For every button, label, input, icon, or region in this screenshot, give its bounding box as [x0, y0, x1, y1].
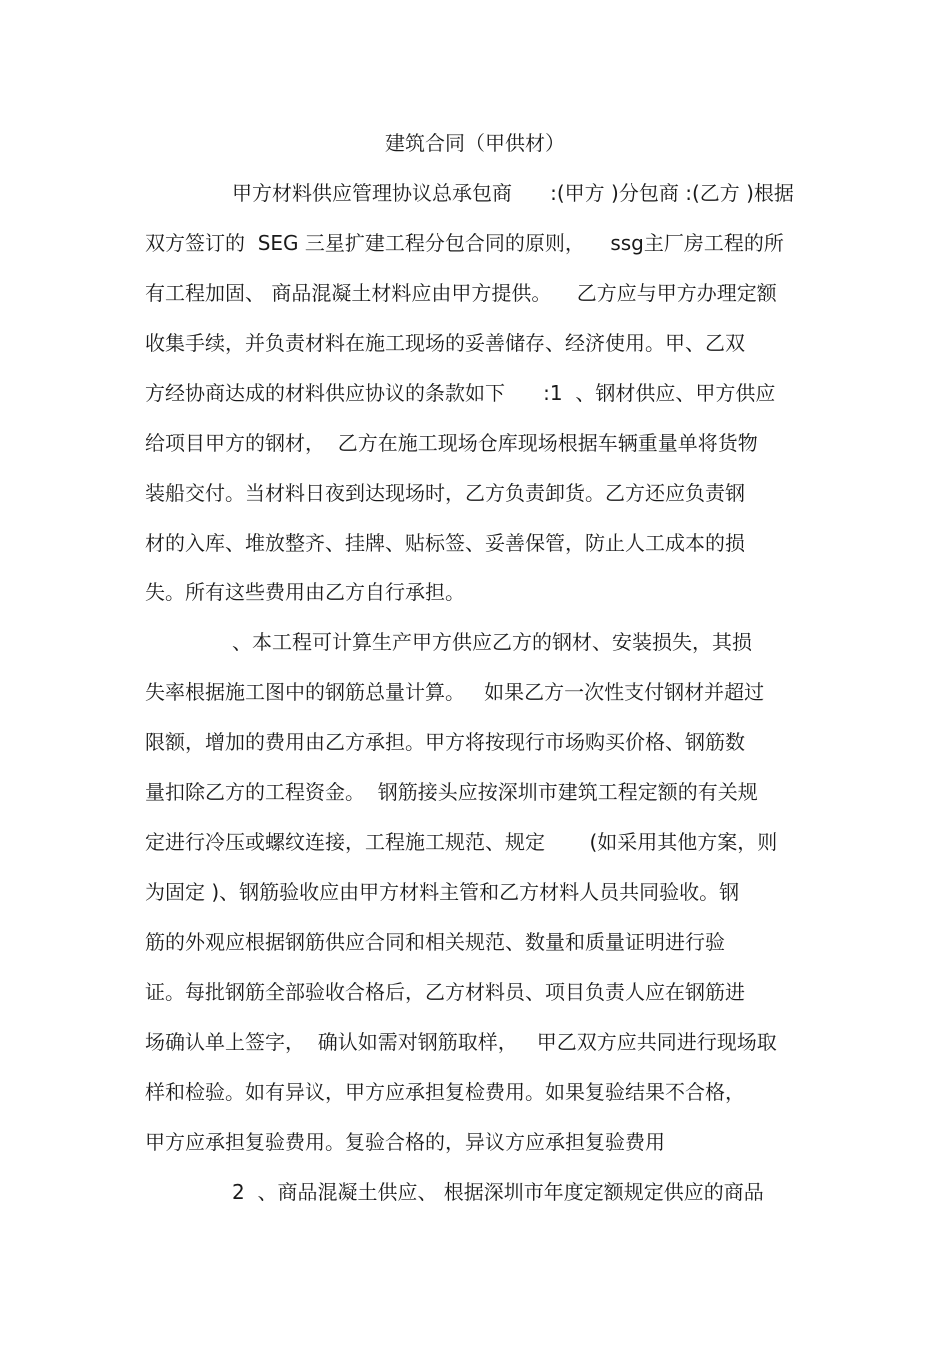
document-title: 建筑合同（甲供材）	[385, 131, 565, 155]
paragraph-line: 定进行冷压或螺纹连接，工程施工规范、规定 (如采用其他方案，则	[145, 830, 778, 854]
paragraph-line: 方经协商达成的材料供应协议的条款如下 :1 、钢材供应、甲方供应	[145, 381, 776, 405]
paragraph-line: 有工程加固、 商品混凝土材料应由甲方提供。 乙方应与甲方办理定额	[145, 281, 777, 305]
paragraph-line: 甲方应承担复验费用。复验合格的，异议方应承担复验费用	[145, 1130, 665, 1154]
paragraph-line: 2 、商品混凝土供应、 根据深圳市年度定额规定供应的商品	[232, 1180, 764, 1204]
paragraph-line: 甲方材料供应管理协议总承包商 :(甲方 )分包商 :(乙方 )根据	[232, 181, 794, 205]
paragraph-line: 场确认单上签字， 确认如需对钢筋取样， 甲乙双方应共同进行现场取	[145, 1030, 777, 1054]
paragraph-line: 双方签订的 SEG 三星扩建工程分包合同的原则， ssg主厂房工程的所	[145, 231, 784, 255]
paragraph-line: 样和检验。如有异议，甲方应承担复检费用。如果复验结果不合格，	[145, 1080, 745, 1104]
paragraph-line: 筋的外观应根据钢筋供应合同和相关规范、数量和质量证明进行验	[145, 930, 725, 954]
paragraph-line: 失率根据施工图中的钢筋总量计算。 如果乙方一次性支付钢材并超过	[145, 680, 765, 704]
paragraph-line: 证。每批钢筋全部验收合格后，乙方材料员、项目负责人应在钢筋进	[145, 980, 745, 1004]
paragraph-line: 为固定 )、钢筋验收应由甲方材料主管和乙方材料人员共同验收。钢	[145, 880, 740, 904]
paragraph-line: 量扣除乙方的工程资金。 钢筋接头应按深圳市建筑工程定额的有关规	[145, 780, 758, 804]
paragraph-line: 、本工程可计算生产甲方供应乙方的钢材、安装损失，其损	[232, 630, 752, 654]
paragraph-line: 失。所有这些费用由乙方自行承担。	[145, 580, 465, 604]
paragraph-line: 给项目甲方的钢材， 乙方在施工现场仓库现场根据车辆重量单将货物	[145, 431, 758, 455]
paragraph-line: 材的入库、堆放整齐、挂牌、贴标签、妥善保管，防止人工成本的损	[145, 531, 745, 555]
paragraph-line: 限额，增加的费用由乙方承担。甲方将按现行市场购买价格、钢筋数	[145, 730, 745, 754]
paragraph-line: 装船交付。当材料日夜到达现场时，乙方负责卸货。乙方还应负责钢	[145, 481, 745, 505]
paragraph-line: 收集手续，并负责材料在施工现场的妥善储存、经济使用。甲、乙双	[145, 331, 745, 355]
